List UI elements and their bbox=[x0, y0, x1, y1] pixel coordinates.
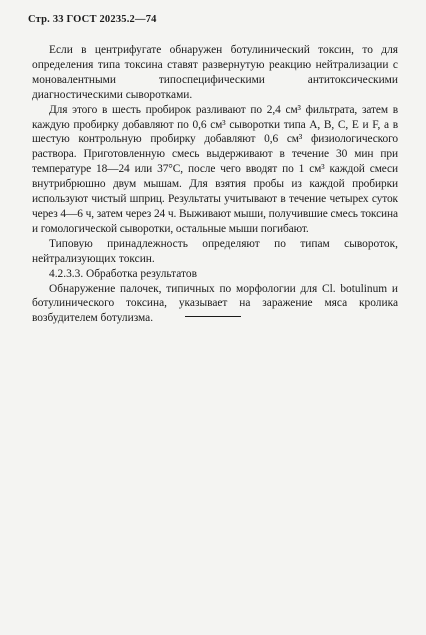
section-heading-results: 4.2.3.3. Обработка результатов bbox=[49, 267, 197, 280]
paragraph-toxin-detection: Если в центрифугате обнаружен ботулинический токсин, то для определения типа токсина ставят развернутую реакцию нейтрализации с моновалентными типоспецифическими антитоксическими диагностическими сыворотками. bbox=[32, 44, 398, 101]
page-header: Стр. 33 ГОСТ 20235.2—74 bbox=[28, 14, 157, 25]
document-body bbox=[32, 43, 398, 326]
end-of-section-rule bbox=[185, 316, 241, 317]
paragraph-type-determination: Типовую принадлежность определяют по типам сывороток, нейтрализующих токсин. bbox=[32, 237, 398, 265]
paragraph-neutralization-procedure: Для этого в шесть пробирок разливают по 2,4 см³ фильтрата, затем в каждую пробирку добавляют по 0,6 см³ сыворотки типа A, B, C, E и F, а в шестую контрольную пробирку добавляют 0,6 см³ физиологического раствора. Приготовленную смесь выдерживают в течение 30 мин при температуре 18—24 или 37°C, после чего вводят по 1 см³ каждой смеси внутрибрюшно двум мышам. Для взятия пробы из каждой пробирки используют чистый шприц. Результаты учитывают в течение четырех суток через 4—6 ч, затем через 24 ч. Выживают мыши, получившие смесь токсина и гомологической сыворотки, остальные мыши погибают. bbox=[32, 103, 398, 235]
paragraph-conclusion: Обнаружение палочек, типичных по морфологии для Cl. botulinum и ботулинического токсина, указывает на заражение мяса кролика возбудителем ботулизма. bbox=[32, 282, 398, 325]
